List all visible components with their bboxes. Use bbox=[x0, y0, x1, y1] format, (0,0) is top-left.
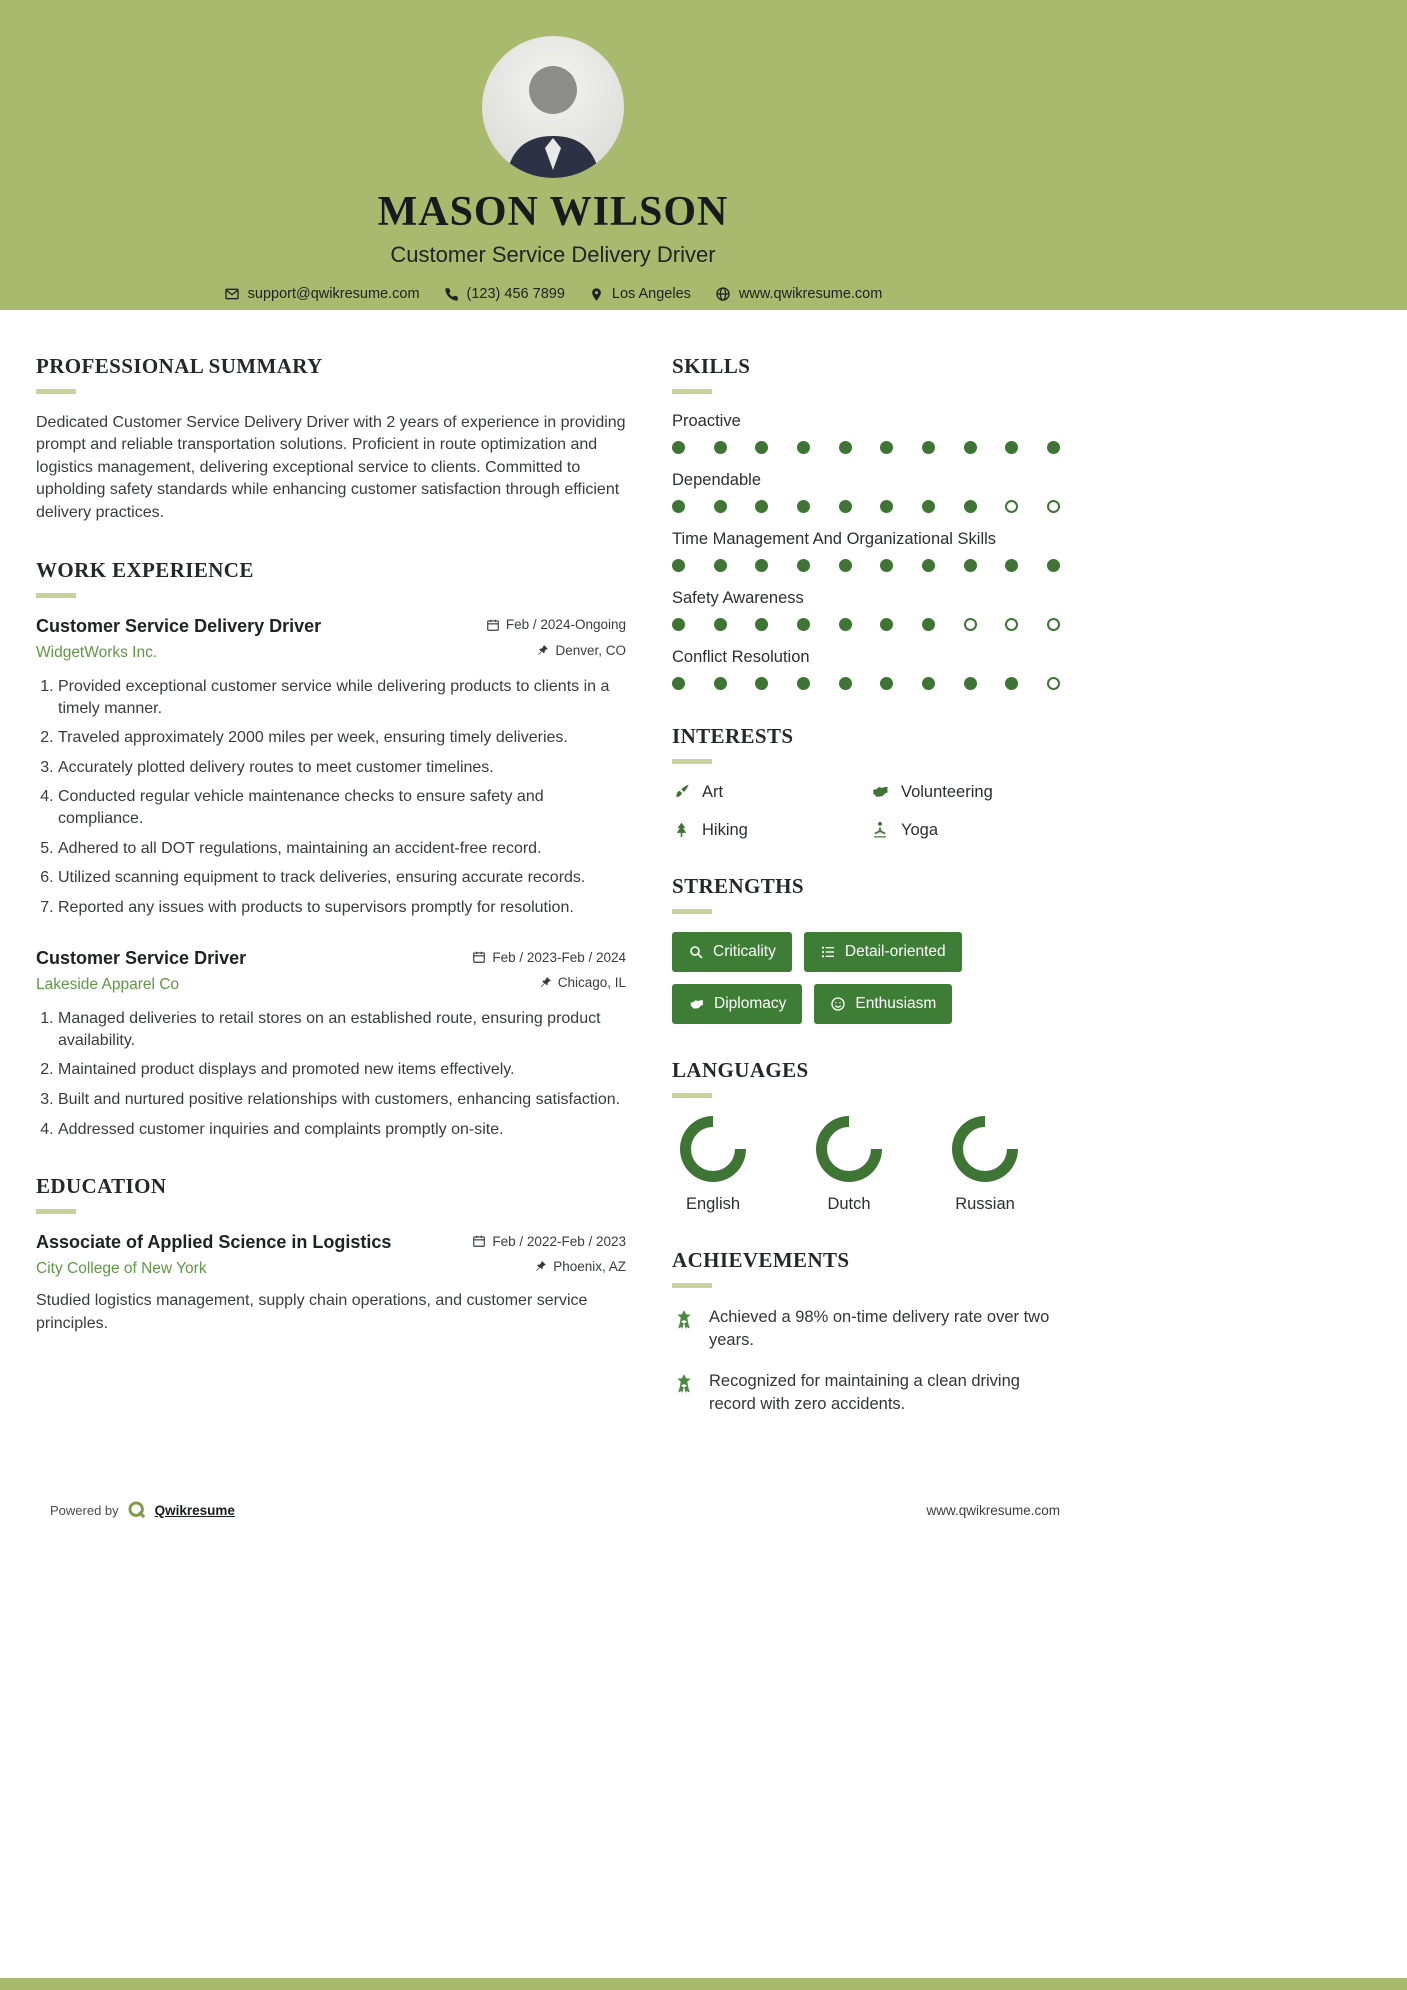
summary-text: Dedicated Customer Service Delivery Driver with 2 years of experience in providing prompt and reliable transportation solutions. Proficient in route optimization and logistics management, delivering exceptional service to clients. Committed to upholding safety standards while enhancing customer satisfaction through efficient delivery practices. bbox=[36, 414, 626, 521]
skill-dot-empty bbox=[964, 618, 977, 631]
skill-dot-filled bbox=[964, 677, 977, 690]
person-name: MASON WILSON bbox=[377, 189, 729, 235]
section-strengths bbox=[672, 874, 1060, 1024]
skill-dot-filled bbox=[922, 441, 935, 454]
skill-dot-filled bbox=[755, 500, 768, 513]
job-dates-text: Feb / 2024-Ongoing bbox=[505, 617, 626, 633]
bullet-item: 2. Maintained product displays and promoted new items effectively. bbox=[58, 1059, 626, 1081]
left-column bbox=[36, 354, 626, 1450]
calendar-icon bbox=[472, 1234, 486, 1248]
phone-icon bbox=[444, 287, 459, 302]
degree-title: Associate of Applied Science in Logistics bbox=[36, 1232, 392, 1253]
skill-dot-empty bbox=[1047, 500, 1060, 513]
achievement-text: Achieved a 98% on-time delivery rate over two years. bbox=[709, 1308, 1050, 1350]
job-entry bbox=[36, 948, 626, 1140]
contact-location bbox=[589, 286, 691, 302]
contact-location-text: Los Angeles bbox=[611, 286, 691, 302]
skill-dot-filled bbox=[964, 559, 977, 572]
skill-dot-filled bbox=[880, 559, 893, 572]
achievement-item bbox=[672, 1306, 1060, 1352]
calendar-icon bbox=[486, 618, 500, 632]
skill-dot-filled bbox=[714, 677, 727, 690]
contact-website-text: www.qwikresume.com bbox=[738, 286, 883, 302]
footer-website-link[interactable]: www.qwikresume.com bbox=[926, 1502, 1060, 1518]
summary-heading: PROFESSIONAL SUMMARY bbox=[36, 354, 323, 378]
achievement-item bbox=[672, 1370, 1060, 1416]
interest-item bbox=[870, 782, 1060, 802]
skill-rating bbox=[672, 618, 1060, 631]
section-languages bbox=[672, 1058, 1060, 1214]
pushpin-icon bbox=[539, 976, 552, 989]
skill-dot-filled bbox=[922, 559, 935, 572]
strength-label: Enthusiasm bbox=[855, 995, 937, 1012]
interest-label: Yoga bbox=[901, 820, 939, 839]
skill-dot-empty bbox=[1005, 618, 1018, 631]
skill-label: Dependable bbox=[672, 471, 761, 489]
skill-dot-filled bbox=[714, 441, 727, 454]
skill-dot-filled bbox=[1047, 559, 1060, 572]
bullet-item: 6. Utilized scanning equipment to track deliveries, ensuring accurate records. bbox=[58, 867, 626, 889]
strength-badge bbox=[672, 932, 792, 972]
person-silhouette-icon bbox=[482, 36, 624, 178]
language-level-ring bbox=[680, 1116, 746, 1182]
skill-dot-empty bbox=[1005, 500, 1018, 513]
bullet-item: 3. Accurately plotted delivery routes to meet customer timelines. bbox=[58, 757, 626, 779]
skill-dot-filled bbox=[672, 441, 685, 454]
heading-rule bbox=[672, 1283, 712, 1288]
skill-dot-filled bbox=[839, 559, 852, 572]
award-icon bbox=[672, 1372, 696, 1396]
skill-rating bbox=[672, 500, 1060, 513]
skill-rating bbox=[672, 677, 1060, 690]
education-dates-text: Feb / 2022-Feb / 2023 bbox=[492, 1233, 626, 1249]
education-location bbox=[534, 1259, 626, 1274]
interest-item bbox=[672, 782, 862, 802]
skill-dot-filled bbox=[1005, 677, 1018, 690]
language-label: English bbox=[685, 1195, 741, 1213]
job-title: Customer Service Driver bbox=[36, 948, 247, 969]
skill-dot-filled bbox=[964, 441, 977, 454]
powered-by-label: Powered by bbox=[50, 1502, 119, 1518]
job-dates bbox=[472, 950, 626, 965]
job-company: WidgetWorks Inc. bbox=[36, 643, 158, 661]
skill-dot-empty bbox=[1047, 618, 1060, 631]
work-heading: WORK EXPERIENCE bbox=[36, 557, 254, 582]
envelope-icon bbox=[224, 286, 240, 302]
strength-badge bbox=[814, 984, 952, 1024]
skill-dot-filled bbox=[922, 677, 935, 690]
contact-website[interactable] bbox=[715, 286, 882, 302]
section-skills bbox=[672, 354, 1060, 690]
heading-rule bbox=[36, 593, 76, 598]
languages-heading: LANGUAGES bbox=[672, 1058, 809, 1082]
footer bbox=[50, 1500, 1060, 1520]
content bbox=[0, 310, 1060, 1450]
skill-item bbox=[672, 471, 1060, 513]
skill-dot-filled bbox=[880, 618, 893, 631]
header bbox=[0, 0, 1407, 310]
heading-rule bbox=[36, 389, 76, 394]
skills-heading: SKILLS bbox=[672, 354, 751, 378]
skill-dot-filled bbox=[714, 559, 727, 572]
section-achievements bbox=[672, 1248, 1060, 1416]
skill-dot-filled bbox=[880, 441, 893, 454]
qwikresume-link[interactable]: Qwikresume bbox=[154, 1502, 235, 1518]
skill-rating bbox=[672, 559, 1060, 572]
job-location-text: Denver, CO bbox=[555, 642, 626, 658]
education-description: Studied logistics management, supply chain operations, and customer service principles. bbox=[36, 1292, 588, 1332]
skill-dot-filled bbox=[755, 618, 768, 631]
skill-dot-filled bbox=[672, 500, 685, 513]
bullet-item: 1. Managed deliveries to retail stores on an established route, ensuring product availability. bbox=[58, 1008, 626, 1051]
school-name: City College of New York bbox=[36, 1260, 207, 1278]
bullet-item: 3. Built and nurtured positive relationships with customers, enhancing satisfaction. bbox=[58, 1089, 626, 1111]
achievement-text: Recognized for maintaining a clean driving record with zero accidents. bbox=[709, 1372, 1020, 1414]
contact-email-text: support@qwikresume.com bbox=[247, 286, 420, 302]
section-education bbox=[36, 1174, 626, 1335]
job-bullets bbox=[36, 1008, 626, 1140]
contact-row bbox=[0, 286, 1106, 302]
skill-dot-filled bbox=[1047, 441, 1060, 454]
skill-label: Proactive bbox=[672, 412, 741, 430]
list-icon bbox=[820, 944, 836, 960]
education-location-text: Phoenix, AZ bbox=[553, 1259, 626, 1275]
education-dates bbox=[472, 1234, 626, 1249]
bullet-item: 7. Reported any issues with products to supervisors promptly for resolution. bbox=[58, 897, 626, 919]
language-label: Russian bbox=[955, 1195, 1015, 1213]
interest-label: Art bbox=[702, 782, 724, 801]
achievements-heading: ACHIEVEMENTS bbox=[672, 1248, 850, 1272]
skill-dot-filled bbox=[714, 618, 727, 631]
strengths-heading: STRENGTHS bbox=[672, 874, 804, 898]
job-bullets bbox=[36, 676, 626, 918]
skill-dot-filled bbox=[755, 559, 768, 572]
skill-dot-empty bbox=[1047, 677, 1060, 690]
skill-dot-filled bbox=[880, 677, 893, 690]
education-heading: EDUCATION bbox=[36, 1174, 167, 1199]
strength-label: Detail-oriented bbox=[844, 943, 946, 960]
language-item bbox=[816, 1116, 882, 1214]
language-level-ring bbox=[952, 1116, 1018, 1182]
globe-icon bbox=[715, 286, 731, 302]
skill-item bbox=[672, 589, 1060, 631]
interest-item bbox=[870, 820, 1060, 840]
section-summary bbox=[36, 354, 626, 524]
handshake-icon bbox=[870, 782, 890, 802]
skill-dot-filled bbox=[797, 559, 810, 572]
interest-label: Volunteering bbox=[901, 782, 993, 801]
skill-dot-filled bbox=[672, 559, 685, 572]
skill-dot-filled bbox=[839, 618, 852, 631]
pushpin-icon bbox=[534, 1260, 547, 1273]
skill-dot-filled bbox=[797, 618, 810, 631]
handshake-icon bbox=[688, 996, 705, 1013]
language-item bbox=[680, 1116, 746, 1214]
bullet-item: 1. Provided exceptional customer service while delivering products to clients in a timely manner. bbox=[58, 676, 626, 719]
yoga-icon bbox=[870, 820, 890, 840]
heading-rule bbox=[672, 759, 712, 764]
strength-label: Criticality bbox=[713, 943, 776, 960]
skill-label: Conflict Resolution bbox=[672, 648, 810, 666]
heading-rule bbox=[36, 1209, 76, 1214]
skill-dot-filled bbox=[797, 677, 810, 690]
job-location bbox=[536, 643, 626, 658]
skill-dot-filled bbox=[797, 500, 810, 513]
language-item bbox=[952, 1116, 1018, 1214]
interest-item bbox=[672, 820, 862, 840]
strength-badge bbox=[804, 932, 962, 972]
qwikresume-logo-icon bbox=[127, 1500, 147, 1520]
skill-item bbox=[672, 412, 1060, 454]
skill-dot-filled bbox=[922, 500, 935, 513]
paintbrush-icon bbox=[672, 783, 691, 802]
bullet-item: 2. Traveled approximately 2000 miles per week, ensuring timely deliveries. bbox=[58, 727, 626, 749]
skill-rating bbox=[672, 441, 1060, 454]
language-level-ring bbox=[816, 1116, 882, 1182]
interests-heading: INTERESTS bbox=[672, 724, 794, 748]
calendar-icon bbox=[472, 950, 486, 964]
skill-dot-filled bbox=[755, 441, 768, 454]
skill-item bbox=[672, 648, 1060, 690]
job-entry bbox=[36, 616, 626, 918]
map-pin-icon bbox=[589, 287, 604, 302]
skill-dot-filled bbox=[672, 618, 685, 631]
bullet-item: 4. Addressed customer inquiries and complaints promptly on-site. bbox=[58, 1119, 626, 1141]
skill-dot-filled bbox=[880, 500, 893, 513]
skill-item bbox=[672, 530, 1060, 572]
job-company: Lakeside Apparel Co bbox=[36, 976, 180, 994]
strength-badge bbox=[672, 984, 802, 1024]
bottom-accent-bar bbox=[0, 1978, 1407, 1990]
bullet-item: 4. Conducted regular vehicle maintenance checks to ensure safety and compliance. bbox=[58, 786, 626, 829]
bullet-item: 5. Adhered to all DOT regulations, maintaining an accident-free record. bbox=[58, 838, 626, 860]
interest-label: Hiking bbox=[702, 820, 748, 839]
skill-dot-filled bbox=[839, 677, 852, 690]
skill-dot-filled bbox=[839, 441, 852, 454]
skill-dot-filled bbox=[1005, 559, 1018, 572]
language-label: Dutch bbox=[827, 1195, 871, 1213]
section-work bbox=[36, 558, 626, 1140]
contact-phone[interactable] bbox=[444, 286, 565, 302]
skill-dot-filled bbox=[714, 500, 727, 513]
header-inner bbox=[0, 36, 1106, 302]
contact-email[interactable] bbox=[224, 286, 420, 302]
skill-label: Safety Awareness bbox=[672, 589, 804, 607]
skill-dot-filled bbox=[839, 500, 852, 513]
magnifier-icon bbox=[688, 944, 704, 960]
skill-dot-filled bbox=[755, 677, 768, 690]
job-location bbox=[539, 975, 626, 990]
award-icon bbox=[672, 1308, 696, 1332]
heading-rule bbox=[672, 909, 712, 914]
right-column bbox=[672, 354, 1060, 1450]
tree-icon bbox=[672, 821, 691, 840]
skill-dot-filled bbox=[1005, 441, 1018, 454]
job-dates bbox=[486, 617, 626, 632]
skill-dot-filled bbox=[797, 441, 810, 454]
job-title: Customer Service Delivery Driver bbox=[36, 615, 322, 636]
job-location-text: Chicago, IL bbox=[557, 975, 626, 991]
profile-photo bbox=[482, 36, 624, 178]
heading-rule bbox=[672, 1093, 712, 1098]
pushpin-icon bbox=[536, 644, 549, 657]
strength-label: Diplomacy bbox=[714, 995, 787, 1012]
heading-rule bbox=[672, 389, 712, 394]
skill-dot-filled bbox=[922, 618, 935, 631]
job-dates-text: Feb / 2023-Feb / 2024 bbox=[492, 949, 626, 965]
smiley-icon bbox=[830, 996, 846, 1012]
skill-dot-filled bbox=[672, 677, 685, 690]
person-role: Customer Service Delivery Driver bbox=[390, 242, 716, 267]
contact-phone-text: (123) 456 7899 bbox=[466, 286, 565, 302]
skill-label: Time Management And Organizational Skills bbox=[672, 530, 997, 548]
skill-dot-filled bbox=[964, 500, 977, 513]
section-interests bbox=[672, 724, 1060, 840]
